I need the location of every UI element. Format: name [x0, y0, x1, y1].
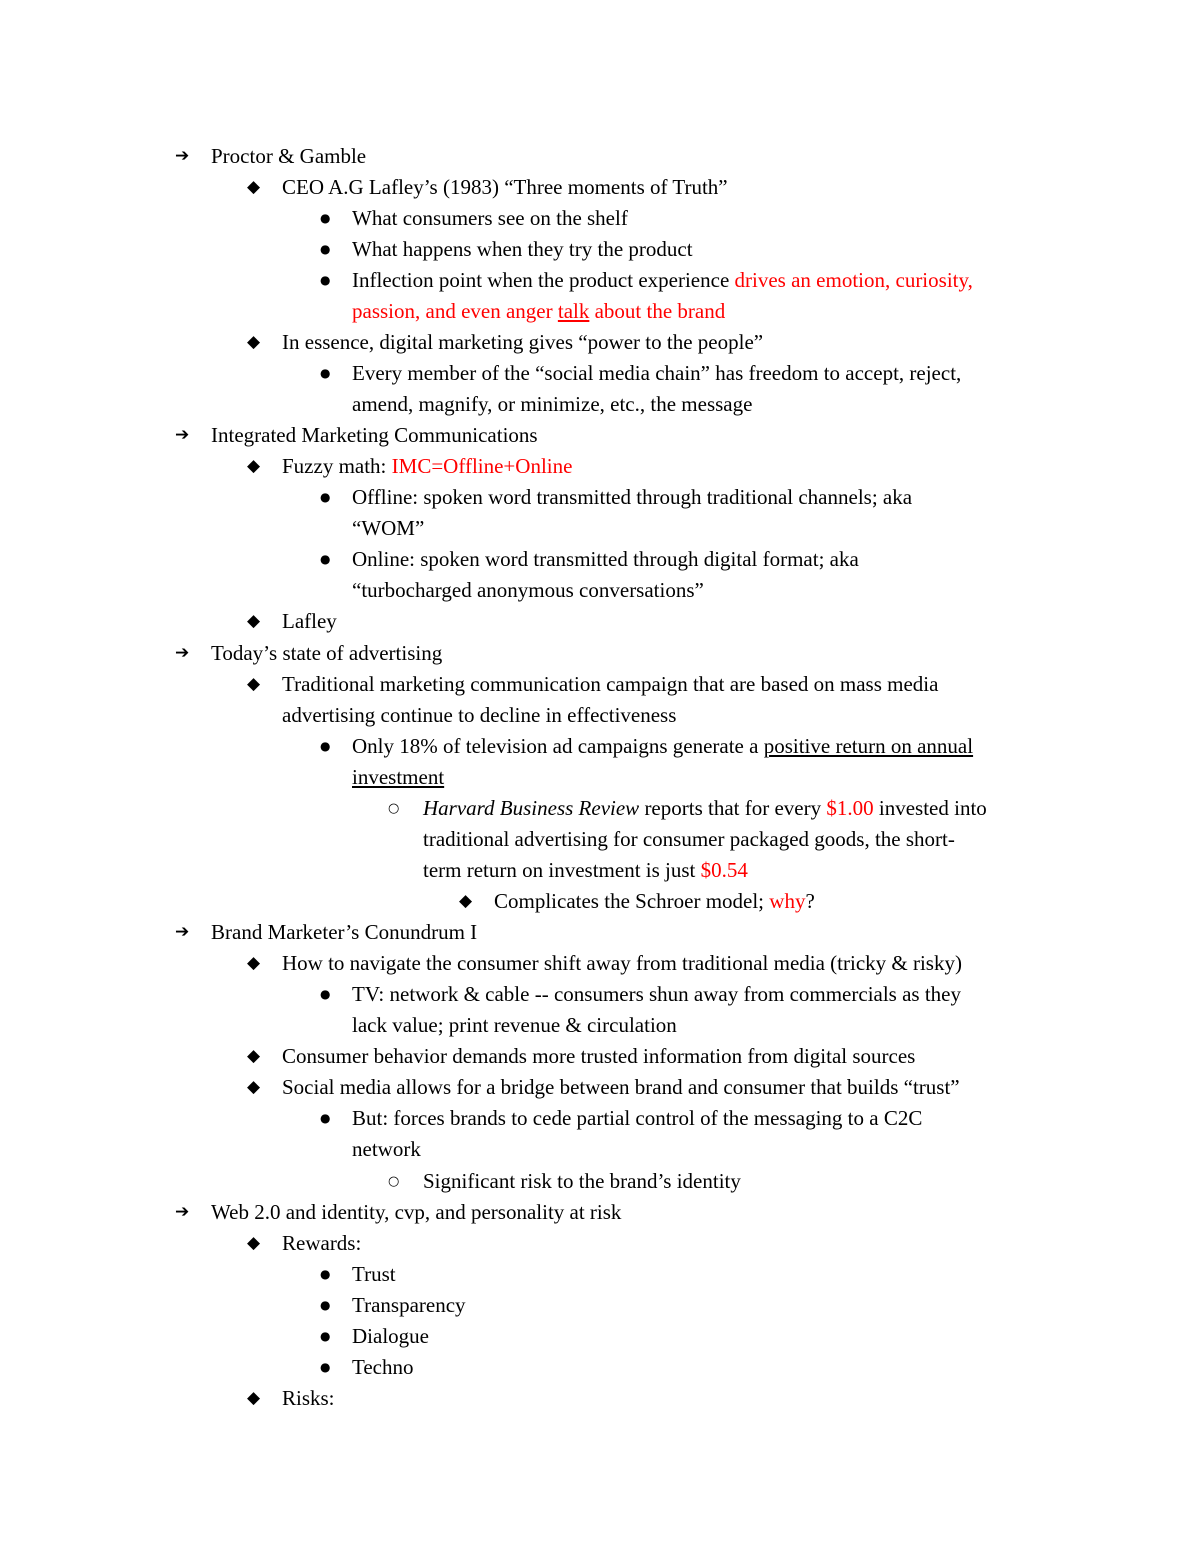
diamond-bullet-icon: ◆	[247, 674, 261, 694]
heading-proctor-gamble: Proctor & Gamble	[211, 144, 367, 168]
diamond-bullet-icon: ◆	[247, 1233, 261, 1253]
item-online: Online: spoken word transmitted through digital format; aka	[352, 547, 859, 571]
arrow-bullet-icon: ➔	[175, 1202, 190, 1222]
item-offline: Offline: spoken word transmitted through traditional channels; aka	[352, 485, 913, 509]
heading-imc: Integrated Marketing Communications	[211, 423, 538, 447]
arrow-bullet-icon: ➔	[175, 643, 190, 663]
item-reward-techno: Techno	[352, 1355, 414, 1379]
item-tv-cont: lack value; print revenue & circulation	[352, 1013, 677, 1037]
item-hbr-cont2: term return on investment is just $0.54	[423, 858, 748, 882]
diamond-bullet-icon: ◆	[247, 456, 261, 476]
circle-bullet-icon: ○	[388, 1174, 400, 1189]
item-essence: In essence, digital marketing gives “power to the people”	[282, 330, 764, 354]
item-hbr: Harvard Business Review reports that for every $1.00 invested into	[423, 796, 987, 820]
diamond-bullet-icon: ◆	[247, 1077, 261, 1097]
item-cede-control: But: forces brands to cede partial control of the messaging to a C2C	[352, 1106, 923, 1130]
heading-conundrum: Brand Marketer’s Conundrum I	[211, 920, 478, 944]
diamond-bullet-icon: ◆	[459, 891, 473, 911]
item-tv: TV: network & cable -- consumers shun away from commercials as they	[352, 982, 961, 1006]
heading-web20: Web 2.0 and identity, cvp, and personality at risk	[211, 1200, 622, 1224]
item-offline-cont: “WOM”	[352, 516, 425, 540]
item-rewards: Rewards:	[282, 1231, 362, 1255]
dot-bullet-icon: ●	[320, 273, 331, 287]
dot-bullet-icon: ●	[320, 1298, 331, 1312]
item-traditional-cont: advertising continue to decline in effectiveness	[282, 703, 677, 727]
dot-bullet-icon: ●	[320, 739, 331, 753]
item-social-chain: Every member of the “social media chain” has freedom to accept, reject,	[352, 361, 962, 385]
item-fuzzy-math: Fuzzy math: IMC=Offline+Online	[282, 454, 573, 478]
dot-bullet-icon: ●	[320, 1267, 331, 1281]
arrow-bullet-icon: ➔	[175, 425, 190, 445]
dot-bullet-icon: ●	[320, 211, 331, 225]
diamond-bullet-icon: ◆	[247, 1046, 261, 1066]
circle-bullet-icon: ○	[388, 801, 400, 816]
item-traditional: Traditional marketing communication campaign that are based on mass media	[282, 672, 939, 696]
arrow-bullet-icon: ➔	[175, 922, 190, 942]
dot-bullet-icon: ●	[320, 242, 331, 256]
dot-bullet-icon: ●	[320, 987, 331, 1001]
item-moment-shelf: What consumers see on the shelf	[352, 206, 628, 230]
item-only-18: Only 18% of television ad campaigns generate a positive return on annual	[352, 734, 974, 758]
item-social-bridge: Social media allows for a bridge between brand and consumer that builds “trust”	[282, 1075, 960, 1099]
item-reward-transparency: Transparency	[352, 1293, 466, 1317]
item-hbr-cont: traditional advertising for consumer packaged goods, the short-	[423, 827, 955, 851]
item-moment-inflection-cont: passion, and even anger talk about the brand	[352, 299, 726, 323]
item-online-cont: “turbocharged anonymous conversations”	[352, 578, 704, 602]
item-identity-risk: Significant risk to the brand’s identity	[423, 1169, 741, 1193]
item-reward-dialogue: Dialogue	[352, 1324, 429, 1348]
item-lafley-moments: CEO A.G Lafley’s (1983) “Three moments of Truth”	[282, 175, 728, 199]
item-social-chain-cont: amend, magnify, or minimize, etc., the message	[352, 392, 753, 416]
dot-bullet-icon: ●	[320, 490, 331, 504]
diamond-bullet-icon: ◆	[247, 1388, 261, 1408]
dot-bullet-icon: ●	[320, 1111, 331, 1125]
dot-bullet-icon: ●	[320, 1360, 331, 1374]
dot-bullet-icon: ●	[320, 1329, 331, 1343]
diamond-bullet-icon: ◆	[247, 177, 261, 197]
item-only-18-cont: investment	[352, 765, 445, 789]
item-consumer-behavior: Consumer behavior demands more trusted information from digital sources	[282, 1044, 916, 1068]
dot-bullet-icon: ●	[320, 552, 331, 566]
item-navigate: How to navigate the consumer shift away from traditional media (tricky & risky)	[282, 951, 962, 975]
item-moment-try: What happens when they try the product	[352, 237, 693, 261]
item-risks: Risks:	[282, 1386, 335, 1410]
heading-advertising: Today’s state of advertising	[211, 641, 443, 665]
dot-bullet-icon: ●	[320, 366, 331, 380]
diamond-bullet-icon: ◆	[247, 953, 261, 973]
diamond-bullet-icon: ◆	[247, 611, 261, 631]
item-schroer: Complicates the Schroer model; why?	[494, 889, 815, 913]
item-moment-inflection: Inflection point when the product experience drives an emotion, curiosity,	[352, 268, 973, 292]
arrow-bullet-icon: ➔	[175, 146, 190, 166]
item-cede-control-cont: network	[352, 1137, 421, 1161]
item-lafley: Lafley	[282, 609, 337, 633]
diamond-bullet-icon: ◆	[247, 332, 261, 352]
item-reward-trust: Trust	[352, 1262, 396, 1286]
